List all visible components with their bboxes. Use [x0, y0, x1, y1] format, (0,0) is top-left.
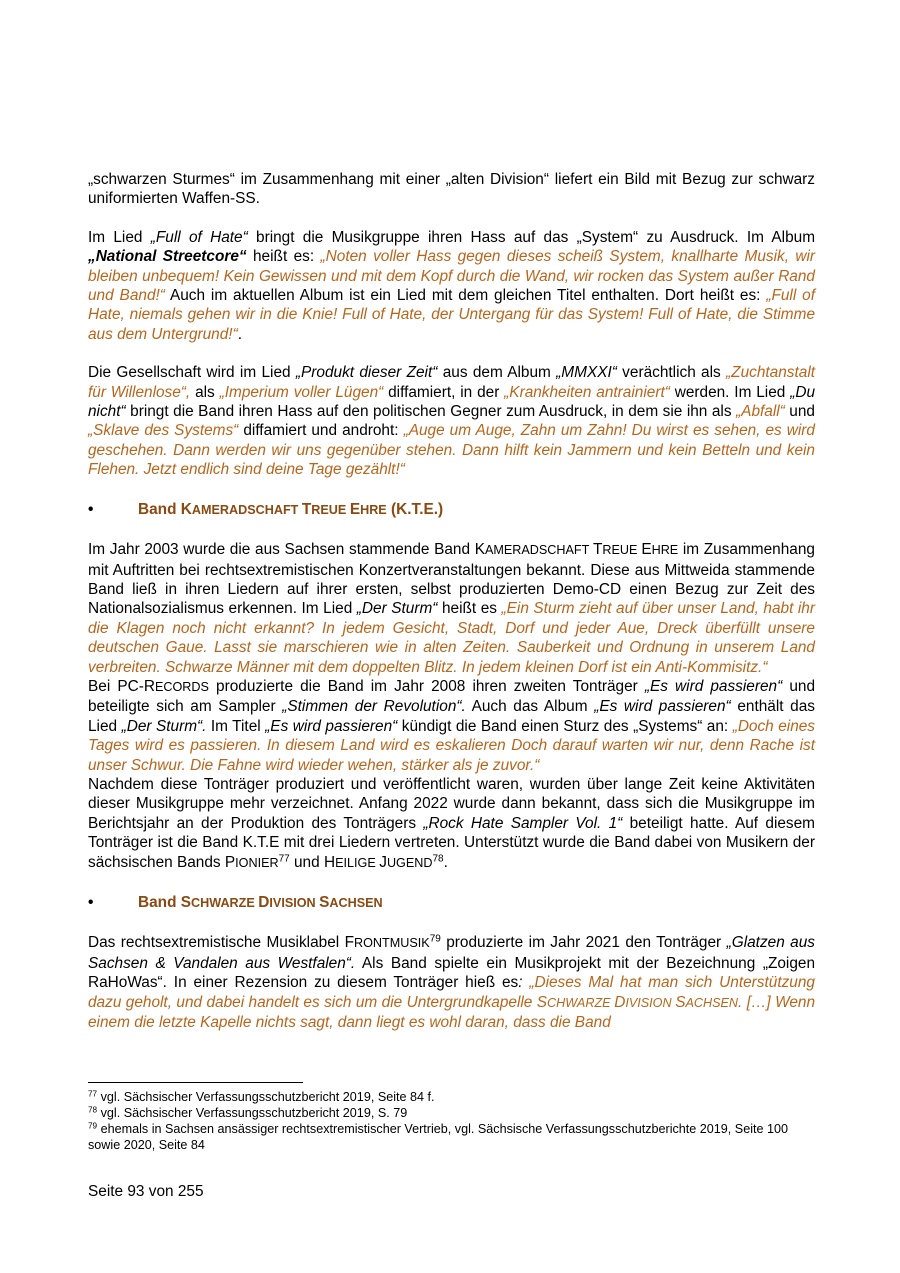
quote: „Full of Hate, niemals gehen wir in die Knie! Full of Hate, der Untergang für das System! Full of Hate, die Stimme aus dem Untergrund!“: [88, 287, 815, 343]
text: T: [301, 500, 312, 518]
text: ACHSEN: [329, 896, 383, 910]
footnote-78: [88, 1105, 815, 1121]
text: heißt es: [437, 600, 502, 618]
song-title: „Full of Hate“: [150, 228, 248, 246]
quote: „Sklave des Systems“: [88, 422, 239, 440]
text: „schwarzen Sturmes“ im Zusammenhang mit einer „alten Division“ liefert ein Bild mit Bezug zur schwarz uniformierten Waffen-SS.: [88, 171, 815, 208]
footnote-text: vgl. Sächsischer Verfassungsschutzbericht 2019, Seite 84 f.: [97, 1090, 435, 1104]
text: S: [319, 894, 330, 911]
paragraph-gesellschaft: [88, 363, 815, 479]
quote: „Doch eines Tages wird es passieren. In diesem Land wird es eskalieren Doch darauf warten wir nur, denn Rache ist unser Schwur. Die Fahne wird wieder wehen, stärker als je zuvor.“: [88, 717, 816, 774]
section-heading-schwarze-division: [88, 893, 815, 913]
album-title: „Stimmen der Revolution“.: [282, 698, 466, 716]
text: K: [474, 541, 485, 559]
footnote-number: 77: [88, 1089, 98, 1099]
footnote-ref-79[interactable]: 79: [429, 933, 441, 945]
text: diffamiert und androht:: [238, 422, 404, 440]
text: Im Jahr 2003 wurde die aus Sachsen stammende Band: [88, 541, 475, 559]
quote: „Abfall“: [736, 403, 785, 421]
album-title: „Glatzen aus Sachsen & Vandalen aus Westfalen“.: [88, 934, 815, 972]
text: als: [190, 383, 220, 401]
text: Auch das Album: [465, 698, 595, 716]
paragraph-pc-records: [88, 677, 815, 775]
heading-text: [116, 500, 443, 520]
quote: „Krankheiten antrainiert“: [504, 383, 670, 401]
text: heißt es:: [246, 248, 321, 266]
text: im Zusammenhang mit Auftritten bei rechtsextremistischen Konzertveranstaltungen bekannt. Diese aus Mittweida stammende Band ließ in ihren Liedern auf ihrer ersten, selbst produzierten Demo-CD einen Bezug zur Zeit des Nationalsozialismus erkennen. Im Lied: [88, 541, 815, 618]
quote: CHWARZE: [547, 995, 615, 1010]
quote: „Imperium voller Lügen“: [219, 383, 384, 401]
text: .: [443, 853, 448, 871]
quote: D: [614, 993, 626, 1011]
text: T: [593, 541, 603, 559]
page-number: Seite 93 von 255: [88, 1183, 204, 1200]
quote: „Zuchtanstalt für Willenlose“,: [88, 364, 816, 401]
album-title: „National Streetcore“: [88, 248, 247, 266]
paragraph-frontmusik: [88, 933, 815, 1032]
quote: „Auge um Auge, Zahn um Zahn! Du wirst es sehen, es wird geschehen. Dann werden wir uns gegenüber stehen. Dann hilft kein Jammern und kein Betteln und kein Flehen. Jetzt endlich sind deine Tage gezählt!“: [88, 422, 815, 479]
paragraph-rock-hate: [88, 775, 815, 873]
text: und beteiligte sich am Sampler: [88, 677, 816, 716]
text: IVISION: [269, 896, 320, 910]
bullet-icon: •: [88, 894, 94, 911]
text: K: [180, 500, 192, 518]
text: F: [344, 934, 355, 952]
text: REUE: [311, 502, 350, 517]
text: UGEND: [386, 855, 433, 870]
text: IONIER: [235, 855, 279, 870]
text: RONTMUSIK: [354, 936, 430, 951]
paragraph-intro: [88, 170, 815, 209]
paragraph-full-of-hate: [88, 228, 815, 344]
text: Das rechtsextremistische Musiklabel: [88, 934, 345, 952]
text: E: [349, 500, 361, 518]
album-title: „MMXXI“: [556, 364, 617, 382]
text: Im Titel: [206, 717, 266, 735]
footnote-ref-77[interactable]: 77: [278, 853, 290, 865]
text: Bei PC-R: [88, 677, 155, 695]
text: bringt die Musikgruppe ihren Hass auf das „System“ zu Ausdruck. Im Album: [247, 228, 816, 246]
footnote-77: [88, 1089, 815, 1105]
quote: „Noten voller Hass gegen dieses scheiß System, knallharte Musik, wir bleiben unbequem! Kein Gewissen und mit dem Kopf durch die Wand, wir rocken das System außer Rand und Band!“: [88, 248, 816, 305]
footnote-79: [88, 1121, 815, 1153]
song-title: „Der Sturm“.: [121, 717, 207, 735]
text: E: [641, 541, 652, 559]
text: produzierte im Jahr 2021 den Tonträger: [440, 934, 727, 952]
text: enthält das Lied: [88, 698, 815, 735]
album-title: „Es wird passieren“: [594, 698, 731, 716]
text: HRE: [651, 543, 679, 558]
text: REUE: [602, 543, 642, 558]
text: bringt die Band ihren Hass auf den politischen Gegner zum Ausdruck, in dem sie ihn als: [125, 403, 737, 421]
text: HRE: [360, 502, 387, 517]
text: S: [180, 894, 192, 911]
text: beteiligt hatte. Auf diesem Tonträger ist die Band K.T.E mit drei Liedern vertreten. Unterstützt wurde die Band dabei von Musikern der sächsischen Bands: [88, 814, 815, 871]
text: P: [224, 853, 236, 871]
text: ECORDS: [154, 679, 209, 694]
text: und: [784, 403, 815, 421]
quote: . […] Wenn einem die letzte Kapelle nichts sagt, dann liegt es wohl daran, dass die Band: [88, 993, 816, 1032]
text: kündigt die Band einen Sturz des „Systems“ an:: [397, 717, 733, 735]
footnote-text: ehemals in Sachsen ansässiger rechtsextremistischer Vertrieb, vgl. Sächsische Verfassungsschutzberichte 2019, Seite 100 sowie 2020, Seite 84: [88, 1122, 789, 1152]
heading-text: [116, 893, 383, 913]
text: Als Band spielte ein Musikprojekt mit der Bezeichnung „Zoigen RaHoWas“. In einer Rezension zu diesem Tonträger hieß es: [88, 954, 816, 992]
text: Auch im aktuellen Album ist ein Lied mit dem gleichen Titel enthalten. Dort heißt es:: [164, 287, 767, 305]
text: AMERADSCHAFT: [484, 543, 593, 558]
text: EILIGE: [335, 855, 380, 870]
quote: „Ein Sturm zieht auf über unser Land, habt ihr die Klagen noch nicht erkannt? In jedem Gesicht, Stadt, Dorf und jeder Aue, Dreck überfüllt unsere deutschen Gaue. Lasst sie marschieren wie in alten Zeiten. Sauberkeit und Ordnung in unserem Land verbreiten. Schwarze Männer mit dem doppelten Blitz. In jedem kleinen Dorf ist ein Anti-Kommisitz.“: [88, 600, 815, 676]
document-body: [88, 170, 815, 1032]
text: J: [379, 853, 387, 871]
album-title: „Es wird passieren“: [644, 677, 783, 695]
text: verächtlich als: [616, 364, 727, 382]
song-title: „Der Sturm“: [356, 600, 438, 618]
song-title: „Es wird passieren“: [265, 717, 398, 735]
text: AMERADSCHAFT: [191, 502, 302, 517]
quote: „Dieses Mal hat man sich Unterstützung dazu geholt, und dabei handelt es sich um die Untergrundkapelle S: [88, 974, 815, 1011]
footnote-number: 78: [88, 1105, 98, 1115]
text: H: [323, 853, 336, 871]
quote: S: [675, 993, 686, 1011]
song-title: „Produkt dieser Zeit“: [295, 364, 438, 382]
section-heading-kte: [88, 500, 815, 520]
text: Nachdem diese Tonträger produziert und veröffentlicht waren, wurden über lange Zeit keine Aktivitäten dieser Musikgruppe mehr verzeichnet. Anfang 2022 wurde dann bekannt, dass sich die Musikgruppe im Berichtsjahr an der Produktion des Tonträgers: [88, 775, 815, 832]
text: Die Gesellschaft wird im Lied: [88, 364, 296, 382]
text: .: [237, 325, 242, 343]
text: Im Lied: [88, 228, 151, 246]
footnote-number: 79: [88, 1121, 98, 1131]
text: werden. Im Lied: [669, 383, 791, 401]
text: Band: [138, 500, 181, 518]
quote: IVISION: [625, 995, 676, 1010]
song-title: „Du nicht“: [88, 383, 816, 421]
quote: ACHSEN: [685, 995, 739, 1010]
text: aus dem Album: [437, 364, 557, 382]
text: :: [518, 974, 523, 992]
footnote-divider: [88, 1082, 303, 1083]
footnotes: [88, 1082, 815, 1153]
paragraph-kte-history: [88, 540, 815, 677]
text: D: [258, 894, 270, 911]
footnote-ref-78[interactable]: 78: [432, 853, 444, 865]
album-title: „Rock Hate Sampler Vol. 1“: [423, 814, 623, 832]
text: diffamiert, in der: [383, 383, 505, 401]
text: Band: [138, 894, 181, 911]
text: produzierte die Band im Jahr 2008 ihren zweiten Tonträger: [208, 677, 645, 695]
text: und: [289, 853, 324, 871]
footnote-text: vgl. Sächsischer Verfassungsschutzbericht 2019, S. 79: [97, 1106, 408, 1120]
bullet-icon: •: [88, 500, 94, 518]
text: CHWARZE: [191, 896, 259, 910]
text: (K.T.E.): [386, 500, 444, 518]
